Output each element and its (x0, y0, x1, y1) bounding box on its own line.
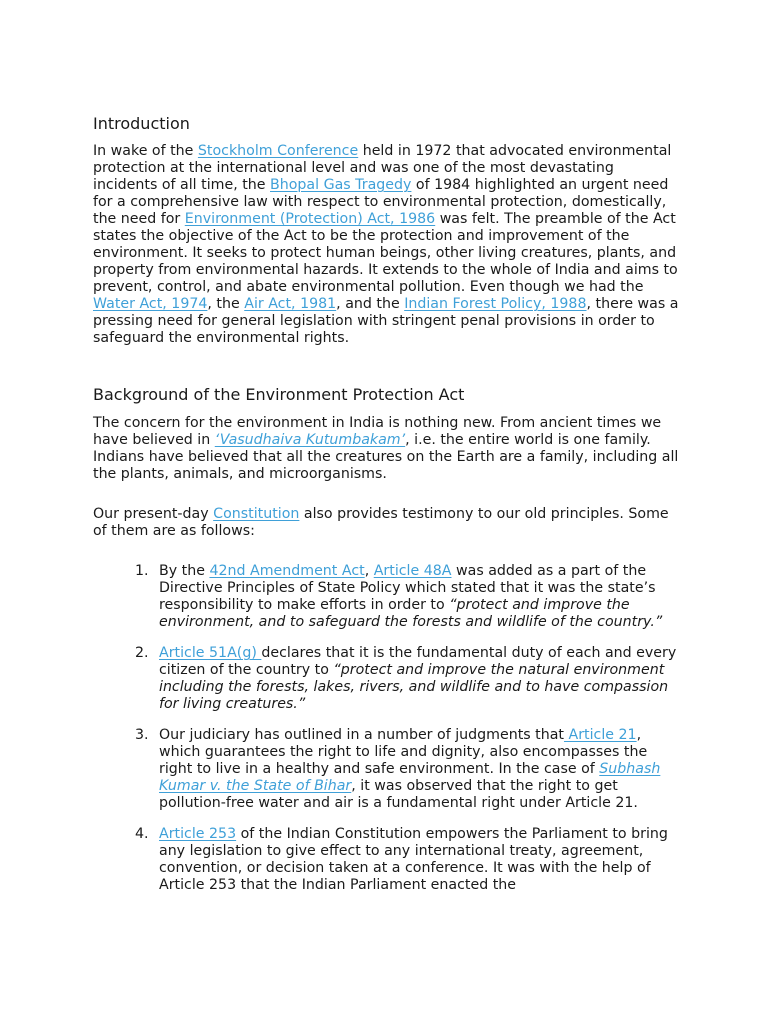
text-span: also provides testimony to our old principles. Some of them are as follows: (93, 506, 669, 539)
text-span: , the (207, 296, 245, 312)
background-heading: Background of the Environment Protection Act (93, 385, 465, 404)
text-span: , which guarantees the right to life and dignity, also encompasses the right to live in a healthy and safe environment. In the case of (159, 727, 648, 777)
list-number: 1. (135, 563, 149, 579)
list-number: 3. (135, 727, 149, 743)
link-vasudhaiva-kutumbakam[interactable] (215, 432, 405, 448)
text-span: , (364, 563, 374, 579)
link-bhopal-gas-tragedy[interactable]: Bhopal Gas Tragedy (270, 177, 412, 193)
link-42nd-amendment-act[interactable]: 42nd Amendment Act (209, 563, 365, 579)
background-paragraph-2 (93, 506, 679, 540)
link-article-21[interactable]: Article 21 (563, 727, 637, 743)
text-span: , and the (336, 296, 405, 312)
list-item (135, 645, 679, 713)
list-number: 2. (135, 645, 149, 661)
text-span: , it was observed that the right to get pollution-free water and air is a fundamental right under Article 21. (159, 778, 638, 811)
link-indian-forest-policy[interactable]: Indian Forest Policy, 1988 (404, 296, 587, 312)
link-constitution[interactable]: Constitution (213, 506, 300, 522)
article-content (93, 114, 679, 908)
text-span: In wake of the (93, 143, 198, 159)
list-number: 4. (135, 826, 149, 842)
background-paragraph-1 (93, 415, 679, 483)
text-span: of the Indian Constitution empowers the Parliament to bring any legislation to give effect to any international treaty, agreement, convention, or decision taken at a conference. It was with the help of Article 253 that the Indian Parliament enacted the (159, 826, 668, 893)
link-air-act[interactable]: Air Act, 1981 (244, 296, 337, 312)
text-span: The concern for the environment in India is nothing new. From ancient times we have believed in (93, 415, 662, 448)
text-span: Our present-day (93, 506, 214, 522)
introduction-paragraph (93, 143, 679, 347)
text-span: declares that it is the fundamental duty of each and every citizen of the country to (159, 645, 677, 678)
constitution-provisions-list (93, 563, 679, 894)
list-item (135, 727, 679, 812)
list-item (135, 826, 679, 894)
link-environment-protection-act[interactable]: Environment (Protection) Act, 1986 (184, 211, 436, 227)
quote-text: “protect and improve the environment, and to safeguard the forests and wildlife of the country.” (159, 597, 663, 630)
introduction-heading: Introduction (93, 114, 190, 133)
list-item (135, 563, 679, 631)
link-article-51a-g[interactable]: Article 51A(g) (159, 645, 262, 661)
link-water-act[interactable]: Water Act, 1974 (93, 296, 208, 312)
text-span: , there was a pressing need for general legislation with stringent penal provisions in order to safeguard the environmental rights. (93, 296, 679, 346)
text-span: Our judiciary has outlined in a number of judgments that (159, 727, 564, 743)
italic-link-text: Subhash Kumar v. the State of Bihar (159, 761, 661, 794)
text-span: of 1984 highlighted an urgent need for a comprehensive law with respect to environmental protection, domestically, the need for (93, 177, 669, 227)
text-span: , i.e. the entire world is one family. Indians have believed that all the creatures on the Earth are a family, including all the plants, animals, and microorganisms. (93, 432, 679, 482)
quote-text: “protect and improve the natural environment including the forests, lakes, rivers, and wildlife and to have compassion for living creatures.” (159, 662, 669, 712)
text-span: By the (159, 563, 210, 579)
text-span: held in 1972 that advocated environmental protection at the international level and was one of the most devastating incidents of all time, the (93, 143, 672, 193)
text-span: was added as a part of the Directive Principles of State Policy which stated that it was the state’s responsibility to make efforts in order to (159, 563, 656, 613)
link-article-253[interactable]: Article 253 (159, 826, 237, 842)
text-span: was felt. The preamble of the Act states the objective of the Act to be the protection and improvement of the environment. It seeks to protect human beings, other living creatures, plants, and property from environmental hazards. It extends to the whole of India and aims to prevent, control, and abate environmental pollution. Even though we had the (93, 211, 678, 295)
italic-link-text: ‘Vasudhaiva Kutumbakam’ (214, 432, 406, 448)
link-stockholm-conference[interactable]: Stockholm Conference (197, 143, 359, 159)
link-article-48a[interactable]: Article 48A (373, 563, 452, 579)
